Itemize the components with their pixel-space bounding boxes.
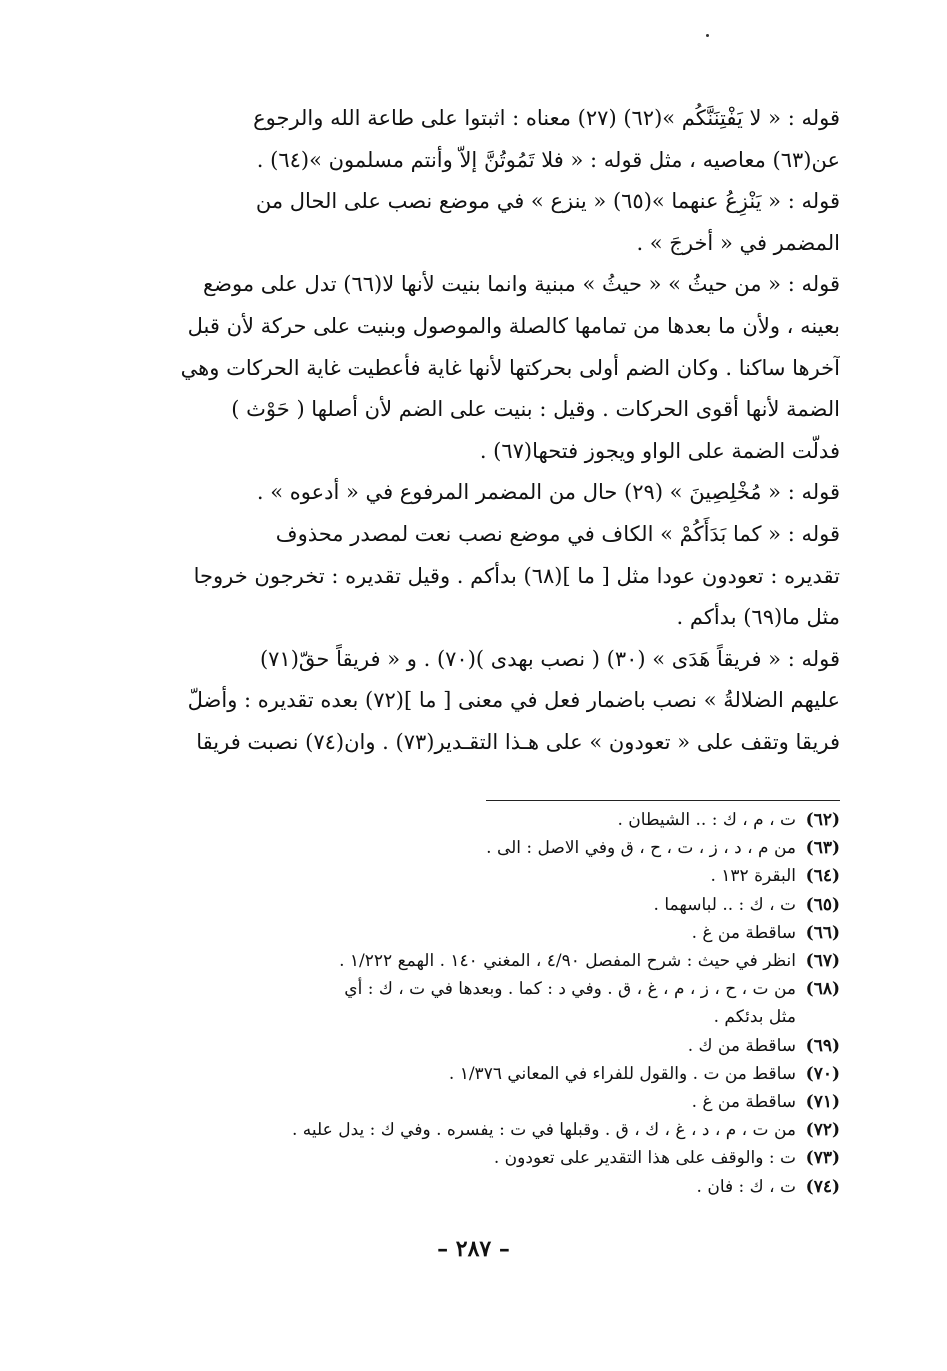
scan-speck: [706, 34, 709, 37]
footnote-text: ساقطة من ك .: [687, 1035, 796, 1056]
page-number: – ٢٨٧ –: [437, 1236, 510, 1262]
footnote-number: (٧٢): [805, 1120, 840, 1141]
text-line: فدلّت الضمة على الواو ويجوز فتحها(٦٧) .: [479, 438, 840, 463]
text-line: قوله : « كما بَدَأَكُمْ » الكاف في موضع نصب نعت لمصدر محذوف: [275, 521, 840, 546]
main-text: [132, 98, 840, 764]
text-line: بعينه ، ولأن ما بعدها من تمامها كالصلة والموصول وبنيت على حركة لأن قبل: [187, 313, 840, 338]
text-line: قوله : « من حيثُ » « حيثُ » مبنية وانما بنيت لأنها لا(٦٦) تدل على موضع: [203, 272, 840, 297]
footnote: [134, 1088, 840, 1116]
footnote: [134, 919, 840, 947]
footnote-separator: [486, 800, 840, 801]
text-line: مثل ما(٦٩) بدأكم .: [676, 605, 840, 630]
text-line: فريقا وتقف على « تعودون » على هـذا التقـدير(٧٣) . وان(٧٤) نصبت فريقا: [196, 729, 840, 754]
footnote: [134, 834, 840, 862]
footnote-text: مثل بدئكم .: [713, 1007, 796, 1028]
text-line: قوله : « لا يَفْتِنَنَّكُم »(٦٢) (٢٧) معناه : اثبتوا على طاعة الله والرجوع: [253, 106, 840, 130]
text-line: قوله : « مُخْلِصِينَ » (٢٩) حال من المضمر المرفوع في « أدعوه » .: [256, 480, 840, 505]
text-line: عن(٦٣) معاصيه ، مثل قوله : « فلا تَمُوتُنَّ إلاّ وأنتم مسلمون »(٦٤) .: [256, 147, 840, 172]
footnote: [134, 947, 840, 975]
footnote-number: (٦٥): [805, 894, 840, 915]
footnote-text: ت ، ك : فان .: [696, 1176, 796, 1197]
footnote: [134, 806, 840, 834]
footnote: [134, 862, 840, 890]
footnote-number: (٦٤): [805, 866, 840, 887]
footnote-text: ساقطة من غ .: [691, 1092, 796, 1113]
footnote-number: (٦٧): [805, 951, 840, 972]
footnote: [134, 1173, 840, 1201]
text-line: المضمر في « أخرجَ » .: [636, 230, 840, 255]
footnote: [134, 891, 840, 919]
footnote-number: (٧٠): [805, 1063, 840, 1084]
footnote: [134, 1060, 840, 1088]
footnote: [134, 1144, 840, 1172]
footnote: [134, 1032, 840, 1060]
footnote-text: من ت ، م ، د ، غ ، ك ، ق . وقبلها في ت : يفسره . وفي ك : يدل عليه .: [291, 1120, 796, 1141]
footnote-text: ساقط من ت . والقول للفراء في المعاني ١/٣٧٦ .: [448, 1063, 796, 1084]
text-line: عليهم الضلالةُ » نصب باضمار فعل في معنى [ ما ](٧٢) بعده تقديره : وأضلّ: [187, 688, 840, 713]
footnote-text: ت ، م ، ك : .. الشيطان .: [617, 810, 796, 830]
footnote-text: انظر في حيث : شرح المفصل ٤/٩٠ ، المغني ١٤٠ . الهمع ١/٢٢٢ .: [339, 951, 796, 972]
footnote-text: من م ، د ، ز ، ت ، ح ، ق وفي الاصل : الى .: [486, 838, 796, 859]
footnote-text: ت : والوقف على هذا التقدير على تعودون .: [493, 1148, 796, 1169]
footnote-number: (٧٤): [805, 1176, 840, 1197]
footnote-text: البقرة ١٣٢ .: [710, 866, 796, 887]
text-line: قوله : « يَنْزِعُ عنهما »(٦٥) « ينزع » في موضع نصب على الحال من: [255, 189, 840, 214]
footnote-number: (٧١): [805, 1092, 840, 1113]
footnote-number: (٦٣): [805, 838, 840, 859]
footnote: [134, 975, 840, 1003]
footnote-text: ت ، ك : .. لباسهما .: [653, 894, 796, 915]
footnote-number: (٦٨): [805, 979, 840, 1000]
text-line: تقديره : تعودون عودا مثل [ ما ](٦٨) بدأكم . وقيل تقديره : تخرجون خروجا: [193, 563, 840, 588]
footnote: [134, 1116, 840, 1144]
footnote-number: (٧٣): [805, 1148, 840, 1169]
footnotes: [134, 806, 840, 1201]
footnote-text: ساقطة من غ .: [691, 922, 796, 943]
text-line: آخرها ساكنا . وكان الضم أولى بحركتها لأنها غاية فأعطيت غاية الحركات وهي: [180, 355, 840, 380]
footnote-number: (٦٩): [805, 1035, 840, 1056]
text-line: قوله : « فريقاً هَدَى » (٣٠) ( نصب بهدى )(٧٠) . و « فريقاً حقّ(٧١): [259, 646, 840, 671]
footnote-number: (٦٢): [805, 810, 840, 830]
footnote-continuation: [134, 1003, 840, 1031]
text-line: الضمة لأنها أقوى الحركات . وقيل : بنيت على الضم لأن أصلها ( حَوْث ): [231, 397, 840, 422]
footnote-number: (٦٦): [805, 922, 840, 943]
footnote-text: من ت ، ح ، ز ، م ، غ ، ق . وفي د : كما . وبعدها في ت ، ك : أي: [344, 979, 796, 1000]
